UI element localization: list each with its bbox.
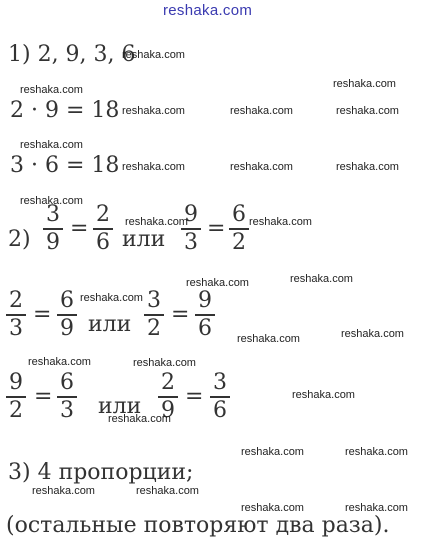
- watermark: reshaka.com: [336, 161, 399, 173]
- watermark: reshaka.com: [237, 333, 300, 345]
- part3-line-2: (остальные повторяют два раза).: [6, 513, 390, 538]
- equals-sign: =: [34, 384, 53, 409]
- equals-sign: =: [70, 216, 89, 241]
- watermark: reshaka.com: [20, 139, 83, 151]
- fraction-denominator: 6: [96, 229, 110, 255]
- watermark: reshaka.com: [249, 216, 312, 228]
- watermark: reshaka.com: [133, 357, 196, 369]
- fraction-numerator: 6: [60, 288, 74, 313]
- fraction-denominator: 3: [60, 397, 74, 423]
- fraction-numerator: 3: [147, 288, 161, 313]
- watermark: reshaka.com: [341, 328, 404, 340]
- watermark: reshaka.com: [122, 49, 185, 61]
- watermark: reshaka.com: [230, 161, 293, 173]
- fraction-numerator: 2: [161, 370, 175, 395]
- fraction: [143, 290, 165, 342]
- fraction-numerator: 3: [213, 370, 227, 395]
- watermark-top: reshaka.com: [163, 2, 253, 19]
- fraction: [180, 204, 202, 256]
- equals-sign: =: [185, 384, 204, 409]
- watermark: reshaka.com: [345, 446, 408, 458]
- fraction-numerator: 3: [46, 202, 60, 227]
- watermark: reshaka.com: [80, 292, 143, 304]
- watermark: reshaka.com: [290, 273, 353, 285]
- fraction: [92, 204, 114, 256]
- fraction-numerator: 9: [184, 202, 198, 227]
- fraction: [5, 290, 27, 342]
- part1-product-a: 2 · 9 = 18: [10, 98, 120, 123]
- watermark: reshaka.com: [333, 78, 396, 90]
- fraction: [42, 204, 64, 256]
- watermark: reshaka.com: [32, 485, 95, 497]
- part1-product-b: 3 · 6 = 18: [10, 153, 120, 178]
- or-word: или: [88, 312, 132, 337]
- fraction: [228, 204, 250, 256]
- watermark: reshaka.com: [20, 195, 83, 207]
- watermark: reshaka.com: [230, 105, 293, 117]
- fraction-denominator: 3: [9, 315, 23, 341]
- equals-sign: =: [207, 216, 226, 241]
- fraction-denominator: 9: [46, 229, 60, 255]
- fraction: [5, 372, 27, 424]
- watermark: reshaka.com: [20, 84, 83, 96]
- watermark: reshaka.com: [122, 105, 185, 117]
- watermark: reshaka.com: [136, 485, 199, 497]
- fraction-denominator: 9: [60, 315, 74, 341]
- fraction-denominator: 2: [232, 229, 246, 255]
- watermark: reshaka.com: [28, 356, 91, 368]
- equals-sign: =: [171, 302, 190, 327]
- part3-line-1: 3) 4 пропорции;: [8, 460, 194, 485]
- fraction-denominator: 2: [9, 397, 23, 423]
- fraction-numerator: 6: [232, 202, 246, 227]
- watermark: reshaka.com: [241, 502, 304, 514]
- watermark: reshaka.com: [125, 216, 188, 228]
- fraction-numerator: 2: [96, 202, 110, 227]
- watermark: reshaka.com: [108, 413, 171, 425]
- fraction: [56, 290, 78, 342]
- fraction: [194, 290, 216, 342]
- fraction-numerator: 9: [198, 288, 212, 313]
- fraction-numerator: 6: [60, 370, 74, 395]
- fraction-denominator: 2: [147, 315, 161, 341]
- fraction-numerator: 9: [9, 370, 23, 395]
- watermark: reshaka.com: [122, 161, 185, 173]
- fraction: [56, 372, 78, 424]
- fraction-denominator: 6: [213, 397, 227, 423]
- watermark: reshaka.com: [241, 446, 304, 458]
- watermark: reshaka.com: [292, 389, 355, 401]
- part1-numbers: 1) 2, 9, 3, 6: [8, 42, 136, 67]
- or-word: или: [122, 227, 166, 252]
- equals-sign: =: [33, 302, 52, 327]
- watermark: reshaka.com: [345, 502, 408, 514]
- part2-label: 2): [8, 227, 31, 252]
- watermark: reshaka.com: [336, 105, 399, 117]
- fraction: [209, 372, 231, 424]
- watermark: reshaka.com: [186, 277, 249, 289]
- fraction-denominator: 6: [198, 315, 212, 341]
- fraction-denominator: 3: [184, 229, 198, 255]
- fraction-numerator: 2: [9, 288, 23, 313]
- fraction-denominator: 9: [161, 397, 175, 423]
- or-word: или: [98, 394, 142, 419]
